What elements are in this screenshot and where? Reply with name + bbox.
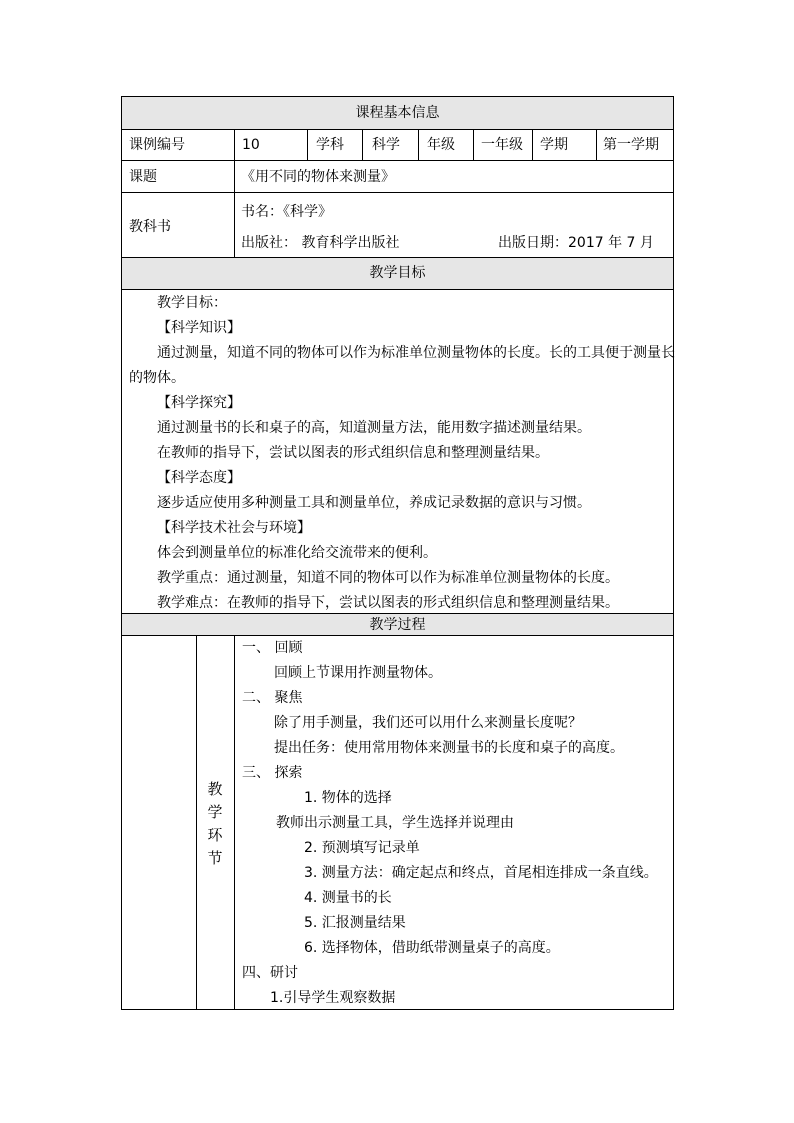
lesson-plan-table — [121, 96, 674, 1010]
process-line: 3. 测量方法：确定起点和终点，首尾相连排成一条直线。 — [304, 865, 658, 881]
basic-info-title: 课程基本信息 — [355, 105, 440, 121]
case-number-value: 10 — [242, 137, 260, 153]
subject-value: 科学 — [372, 137, 400, 153]
process-line: 2. 预测填写记录单 — [304, 840, 420, 856]
goals-line: 【科学探究】 — [157, 395, 241, 411]
process-line: 4. 测量书的长 — [304, 890, 392, 906]
topic-label: 课题 — [129, 169, 157, 185]
process-line: 回顾上节课用拃测量物体。 — [274, 665, 442, 681]
process-line: 6. 选择物体，借助纸带测量桌子的高度。 — [304, 940, 560, 956]
term-label: 学期 — [540, 137, 568, 153]
process-title: 教学过程 — [369, 617, 426, 633]
grade-label: 年级 — [427, 137, 455, 153]
goals-line: 的物体。 — [129, 370, 185, 386]
process-line: 二、 聚焦 — [242, 690, 303, 706]
process-line: 除了用手测量，我们还可以用什么来测量长度呢？ — [274, 715, 582, 731]
goals-line: 【科学态度】 — [157, 470, 241, 486]
goals-line: 教学重点：通过测量，知道不同的物体可以作为标准单位测量物体的长度。 — [157, 570, 619, 586]
process-line: 1. 物体的选择 — [304, 790, 392, 806]
goals-line: 教学目标： — [157, 295, 227, 311]
goals-line: 【科学技术社会与环境】 — [157, 520, 311, 536]
topic-value: 《用不同的物体来测量》 — [241, 169, 395, 185]
goals-line: 在教师的指导下，尝试以图表的形式组织信息和整理测量结果。 — [157, 445, 549, 461]
publish-date: 出版日期：2017 年 7 月 — [498, 235, 654, 251]
textbook-label: 教科书 — [129, 219, 171, 235]
goals-line: 教学难点：在教师的指导下，尝试以图表的形式组织信息和整理测量结果。 — [157, 595, 619, 611]
subject-label: 学科 — [316, 137, 344, 153]
process-line: 提出任务：使用常用物体来测量书的长度和桌子的高度。 — [274, 740, 624, 756]
process-line: 1.引导学生观察数据 — [270, 990, 396, 1006]
process-line: 四、研讨 — [242, 965, 298, 981]
process-line: 三、 探索 — [242, 765, 303, 781]
goals-line: 逐步适应使用多种测量工具和测量单位，养成记录数据的意识与习惯。 — [157, 495, 591, 511]
term-value: 第一学期 — [603, 137, 659, 153]
goals-line: 体会到测量单位的标准化给交流带来的便利。 — [157, 545, 437, 561]
process-line: 5. 汇报测量结果 — [304, 915, 406, 931]
goals-line: 通过测量，知道不同的物体可以作为标准单位测量物体的长度。长的工具便于测量长 — [157, 345, 675, 361]
case-number-label: 课例编号 — [129, 137, 185, 153]
process-line: 教师出示测量工具，学生选择并说理由 — [276, 815, 514, 831]
goals-line: 通过测量书的长和桌子的高，知道测量方法，能用数字描述测量结果。 — [157, 420, 591, 436]
goals-title: 教学目标 — [369, 265, 426, 281]
goals-line: 【科学知识】 — [157, 320, 241, 336]
grade-value: 一年级 — [481, 137, 523, 153]
publisher: 出版社： 教育科学出版社 — [241, 235, 400, 251]
process-line: 一、 回顾 — [242, 640, 303, 656]
book-name: 书名：《科学》 — [241, 204, 332, 220]
process-side-label: 教 学 环 节 — [207, 780, 223, 867]
